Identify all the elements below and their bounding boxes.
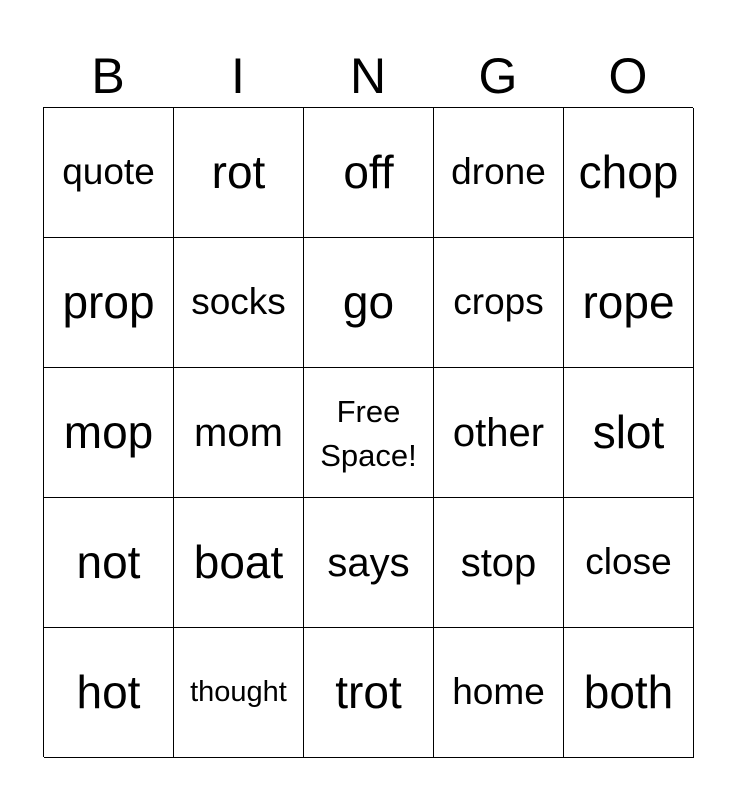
bingo-header (43, 40, 693, 108)
bingo-cell[interactable]: rot (174, 108, 304, 238)
bingo-cell[interactable]: hot (44, 628, 174, 758)
bingo-cell[interactable]: trot (304, 628, 434, 758)
header-letter-g: G (478, 48, 518, 104)
header-letter-n: N (349, 48, 387, 104)
bingo-cell[interactable]: close (564, 498, 694, 628)
bingo-cell[interactable]: chop (564, 108, 694, 238)
bingo-cell[interactable]: slot (564, 368, 694, 498)
bingo-cell[interactable]: go (304, 238, 434, 368)
bingo-cell[interactable]: rope (564, 238, 694, 368)
bingo-cell[interactable]: other (434, 368, 564, 498)
bingo-cell[interactable]: off (304, 108, 434, 238)
free-space-cell[interactable]: Free Space! (304, 368, 434, 498)
header-letter-i: I (231, 48, 245, 104)
bingo-cell[interactable]: says (304, 498, 434, 628)
bingo-cell[interactable]: quote (44, 108, 174, 238)
header-letter-b: B (91, 48, 125, 104)
bingo-cell[interactable]: boat (174, 498, 304, 628)
bingo-board (43, 107, 693, 757)
bingo-cell[interactable]: mom (174, 368, 304, 498)
bingo-cell[interactable]: socks (174, 238, 304, 368)
header-letter-o: O (608, 48, 648, 104)
bingo-cell[interactable]: thought (174, 628, 304, 758)
bingo-cell[interactable]: home (434, 628, 564, 758)
bingo-cell[interactable]: crops (434, 238, 564, 368)
bingo-cell[interactable]: drone (434, 108, 564, 238)
bingo-cell[interactable]: stop (434, 498, 564, 628)
bingo-cell[interactable]: both (564, 628, 694, 758)
bingo-cell[interactable]: prop (44, 238, 174, 368)
bingo-cell[interactable]: not (44, 498, 174, 628)
bingo-cell[interactable]: mop (44, 368, 174, 498)
